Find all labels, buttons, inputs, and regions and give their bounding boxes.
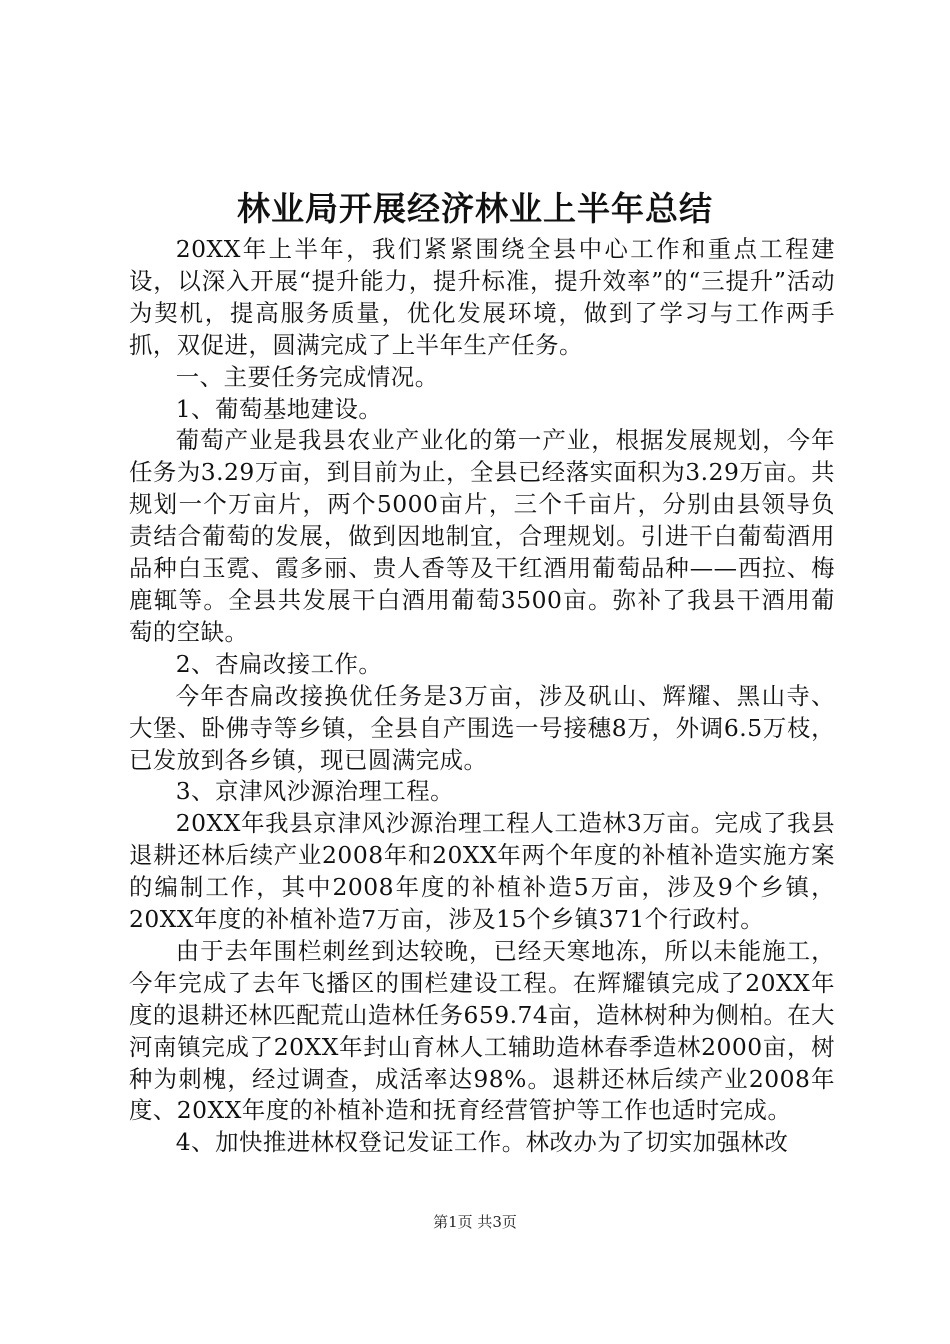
paragraph-forest-rights: 4、加快推进林权登记发证工作。林改办为了切实加强林改 [175, 1128, 789, 1157]
document-body [129, 234, 835, 1159]
section-heading-main-tasks: 一、主要任务完成情况。 [175, 362, 439, 391]
paragraph-intro: 20XX年上半年，我们紧紧围绕全县中心工作和重点工程建设，以深入开展“提升能力，提升标准，提升效率”的“三提升”活动为契机，提高服务质量，优化发展环境，做到了学习与工作两手抓，双促进，圆满完成了上半年生产任务。 [129, 235, 835, 359]
paragraph-sandstorm-control: 20XX年我县京津风沙源治理工程人工造林3万亩。完成了我县退耕还林后续产业2008年和20XX年两个年度的补植补造实施方案的编制工作，其中2008年度的补植补造5万亩，涉及9个乡镇，20XX年度的补植补造7万亩，涉及15个乡镇371个行政村。 [129, 809, 835, 934]
paragraph-fencing-afforestation: 由于去年围栏刺丝到达较晚，已经天寒地冻，所以未能施工，今年完成了去年飞播区的围栏建设工程。在辉耀镇完成了20XX年度的退耕还林匹配荒山造林任务659.74亩，造林树种为侧柏。在大河南镇完成了20XX年封山育林人工辅助造林春季造林2000亩，树种为刺槐，经过调查，成活率达98%。退耕还林后续产业2008年度、20XX年度的补植补造和抚育经营管护等工作也适时完成。 [129, 936, 835, 1125]
paragraph-grape-base: 葡萄产业是我县农业产业化的第一产业，根据发展规划，今年任务为3.29万亩，到目前为止，全县已经落实面积为3.29万亩。共规划一个万亩片，两个5000亩片，三个千亩片，分别由县领导负责结合葡萄的发展，做到因地制宜，合理规划。引进干白葡萄酒用品种白玉霓、霞多丽、贵人香等及干红酒用葡萄品种——西拉、梅鹿辄等。全县共发展干白酒用葡萄3500亩。弥补了我县干酒用葡萄的空缺。 [129, 426, 835, 646]
subheading-apricot-grafting: 2、杏扁改接工作。 [175, 649, 383, 678]
subheading-grape-base: 1、葡萄基地建设。 [175, 394, 383, 423]
document-title: 林业局开展经济林业上半年总结 [237, 189, 713, 228]
page-number-footer: 第1页 共3页 [433, 1213, 517, 1231]
paragraph-apricot-grafting: 今年杏扁改接换优任务是3万亩，涉及矾山、辉耀、黑山寺、大堡、卧佛寺等乡镇，全县自产围选一号接穗8万，外调6.5万枝，已发放到各乡镇，现已圆满完成。 [129, 681, 835, 774]
subheading-sandstorm-control: 3、京津风沙源治理工程。 [175, 777, 454, 806]
